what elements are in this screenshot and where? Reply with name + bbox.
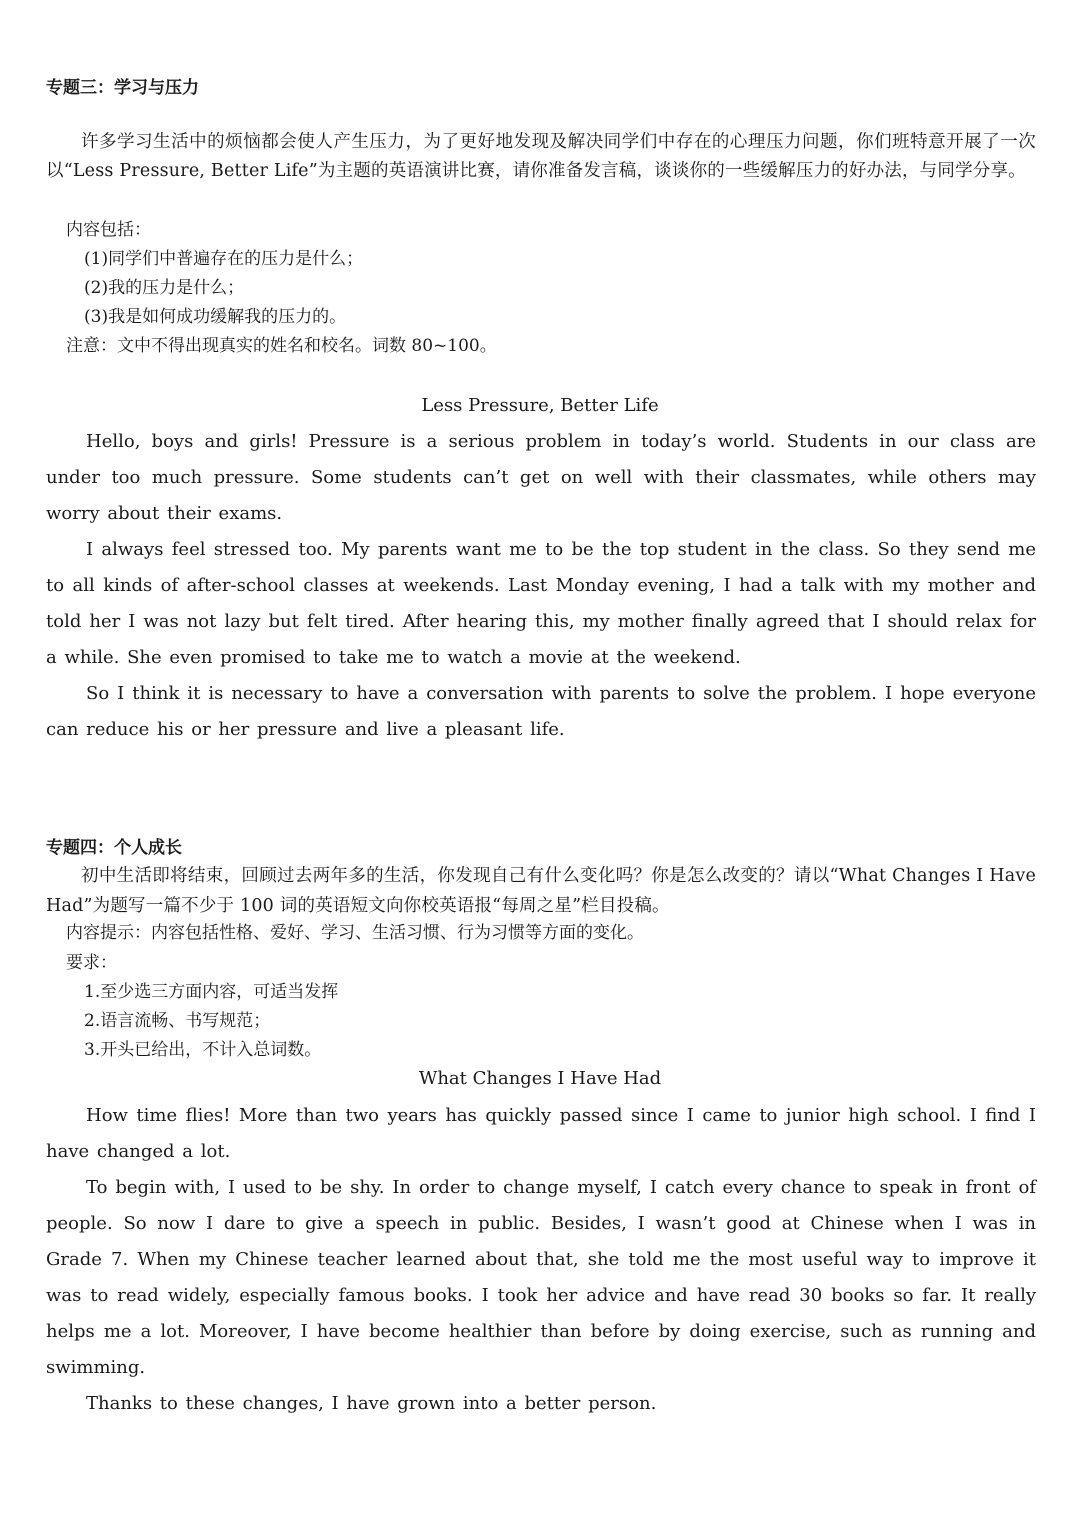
topic3-item-3: (3)我是如何成功缓解我的压力的。 <box>84 307 347 327</box>
topic3-essay-paragraph-1: Hello, boys and girls! Pressure is a serious problem in today’s world. Students in our class are under too much pressure. Some students can’t get on well with their classmates, while others may worry about their exams. <box>46 431 1036 524</box>
topic3-content-label: 内容包括： <box>66 220 151 240</box>
topic3-essay <box>46 424 1036 748</box>
topic3-note: 注意：文中不得出现真实的姓名和校名。词数 80~100。 <box>66 336 497 356</box>
topic4-essay-paragraph-1: How time flies! More than two years has quickly passed since I came to junior high school. I find I have changed a lot. <box>46 1105 1036 1162</box>
topic4-prompt: 初中生活即将结束，回顾过去两年多的生活，你发现自己有什么变化吗？你是怎么改变的？请以“What Changes I Have Had”为题写一篇不少于 100 词的英语短文向你校英语报“每周之星”栏目投稿。 <box>46 866 1036 916</box>
topic3-item-2: (2)我的压力是什么； <box>84 278 245 298</box>
topic3-heading: 专题三：学习与压力 <box>46 78 199 98</box>
topic3-item-1: (1)同学们中普遍存在的压力是什么； <box>84 249 364 269</box>
topic3-essay-paragraph-3: So I think it is necessary to have a conversation with parents to solve the problem. I hope everyone can reduce his or her pressure and live a pleasant life. <box>46 683 1036 740</box>
topic3-essay-paragraph-2: I always feel stressed too. My parents want me to be the top student in the class. So they send me to all kinds of after-school classes at weekends. Last Monday evening, I had a talk with my mother and told her I was not lazy but felt tired. After hearing this, my mother finally agreed that I should relax for a while. She even promised to take me to watch a movie at the weekend. <box>46 539 1036 668</box>
topic4-essay <box>46 1098 1036 1422</box>
topic4-requirement-2: 2.语言流畅、书写规范； <box>84 1011 271 1031</box>
topic4-requirement-3: 3.开头已给出，不计入总词数。 <box>84 1040 322 1060</box>
topic3-essay-title: Less Pressure, Better Life <box>421 395 659 416</box>
topic4-requirement-1: 1.至少选三方面内容，可适当发挥 <box>84 982 339 1002</box>
topic4-requirements-label: 要求： <box>66 953 117 973</box>
topic4-essay-paragraph-2: To begin with, I used to be shy. In order to change myself, I catch every chance to speak in front of people. So now I dare to give a speech in public. Besides, I wasn’t good at Chinese when I was in Grade 7. When my Chinese teacher learned about that, she told me the most useful way to improve it was to read widely, especially famous books. I took her advice and have read 30 books so far. It really helps me a lot. Moreover, I have become healthier than before by doing exercise, such as running and swimming. <box>46 1177 1036 1378</box>
topic4-content-hint: 内容提示：内容包括性格、爱好、学习、生活习惯、行为习惯等方面的变化。 <box>66 923 644 943</box>
topic3-prompt: 许多学习生活中的烦恼都会使人产生压力，为了更好地发现及解决同学们中存在的心理压力问题，你们班特意开展了一次以“Less Pressure, Better Life”为主题的英语演讲比赛，请你准备发言稿，谈谈你的一些缓解压力的好办法，与同学分享。 <box>46 132 1036 181</box>
topic4-essay-paragraph-3: Thanks to these changes, I have grown into a better person. <box>86 1393 657 1414</box>
topic4-heading: 专题四：个人成长 <box>46 838 182 858</box>
topic4-essay-title: What Changes I Have Had <box>418 1068 662 1089</box>
